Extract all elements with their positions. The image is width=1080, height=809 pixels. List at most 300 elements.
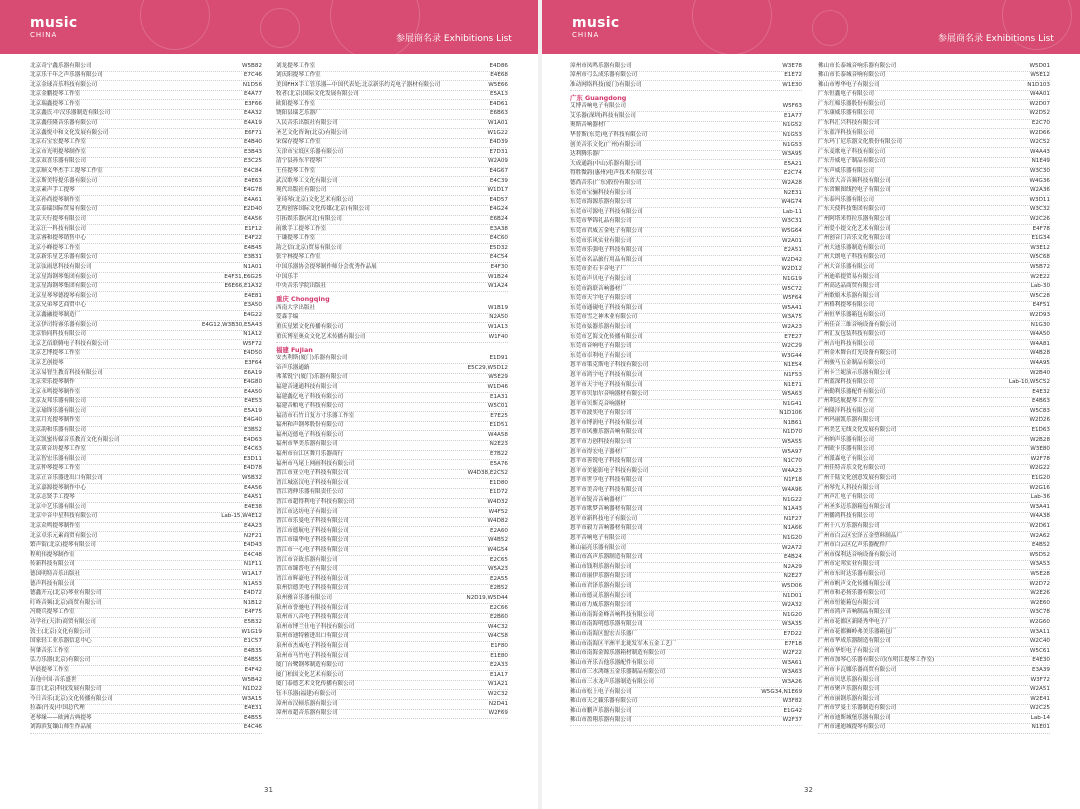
exhibitor-name: 恩平市力创科技有限公司 [570, 439, 632, 446]
exhibitor-name: 广州市鸿声音响制品有限公司 [818, 609, 891, 616]
booth-number: W2E41 [1030, 695, 1050, 702]
booth-number: E4B35 [243, 647, 262, 654]
booth-number: E1A77 [783, 112, 802, 119]
exhibitor-name: 广州佳特音乐文化有限公司 [818, 465, 886, 472]
booth-number: W3A15 [241, 695, 262, 702]
booth-number: W2D12 [781, 266, 802, 273]
booth-number: W5F63 [782, 103, 802, 110]
exhibitor-name: 中国乐器协会提琴制作师分会优秀作品展 [276, 263, 377, 270]
booth-number: E4A77 [243, 91, 262, 98]
booth-number: W2E26 [1030, 590, 1050, 597]
booth-number: E5D32 [489, 244, 508, 251]
exhibitor-name: 佛山市盈翔乐器有限公司 [570, 717, 632, 724]
exhibitor-name: 广东省顺图线控电子有限公司 [818, 187, 891, 194]
exhibitor-name: 宋保存提琴工作室 [276, 139, 321, 146]
exhibitor-name: 泉州市马竹电子科技有限公司 [276, 652, 349, 659]
booth-number: E1A31 [489, 393, 508, 400]
exhibitor-name: 广州市华炬电子有限公司 [818, 647, 880, 654]
booth-number: E4G67 [489, 168, 508, 175]
exhibitor-name: 东莞市天宇电子有限公司 [570, 295, 632, 302]
exhibitor-name: 佛山福亮乐器有限公司 [570, 544, 626, 551]
booth-number: E3F66 [244, 100, 262, 107]
booth-number: W5E66 [488, 81, 508, 88]
exhibitor-name: 广东玛丁尼乐器文化股份有限公司 [818, 139, 902, 146]
booth-number: N1D103 [1027, 81, 1050, 88]
exhibitor-name: 东莞市卓利电子有限公司 [570, 352, 632, 359]
booth-number: W3C30 [1029, 168, 1050, 175]
exhibitor-name: 漳州市汉顿乐器有限公司 [276, 700, 338, 707]
booth-number: N1F53 [783, 371, 802, 378]
exhibitor-name: 厦门台鹭钢琴制造有限公司 [276, 662, 344, 669]
exhibitor-name: 厦门柏国文化艺术有限公司 [276, 671, 344, 678]
booth-number: E4F30 [490, 263, 508, 270]
exhibitor-name: 圣艺文化咨询(北京)有限公司 [276, 129, 348, 136]
brand-sub: CHINA [572, 31, 600, 39]
exhibitor-name: 奥斯音响器材厂 [570, 122, 610, 129]
exhibitor-name: 佛山市长泰城音响有限公司 [818, 72, 886, 79]
exhibitor-name: 得胜微韵(惠州)电声技术有限公司 [570, 170, 653, 177]
exhibitor-name: 广州阿塔米得拉乐器有限公司 [818, 216, 891, 222]
booth-number: W1A13 [487, 323, 508, 330]
exhibitor-row [30, 350, 262, 360]
booth-number: E4A51 [243, 494, 262, 501]
booth-number: N1E49 [1031, 158, 1050, 165]
booth-number: E4B55 [243, 657, 262, 664]
exhibitor-name: 北京艺博提琴工作室 [30, 350, 81, 357]
booth-number: E4E68 [490, 72, 508, 79]
exhibitor-name: 武汉歌琴工文化有限公司 [276, 177, 338, 184]
exhibitor-name: 广州欧卡乐器有限公司 [818, 446, 874, 453]
booth-number: W1A21 [487, 681, 508, 688]
booth-number: E4D43 [243, 542, 262, 549]
booth-number: W3D11 [1029, 196, 1050, 203]
exhibitor-name: 北京中音中星科技有限公司 [30, 513, 98, 520]
booth-number: W3A95 [781, 151, 802, 158]
exhibitor-name: 北京小峰提琴工作室 [30, 244, 81, 251]
booth-number: E2A60 [489, 527, 508, 534]
booth-number: E4B52 [1031, 542, 1050, 549]
exhibitor-name: 恩平市贝加尔音响器材有限公司 [570, 391, 649, 398]
exhibitor-name: 福建鑫亿电子科技有限公司 [276, 393, 344, 400]
exhibitor-name: 北京凯蜜传媒音乐教育文化有限公司 [30, 436, 120, 443]
brand-sub: CHINA [30, 31, 58, 39]
booth-number: W4F52 [488, 508, 508, 515]
exhibitor-name: 北京志贤手工提琴 [30, 494, 75, 501]
exhibitor-name: 佛山市德灵乐器有限公司 [570, 592, 632, 599]
booth-number: W2A28 [781, 180, 802, 187]
booth-number: N1B61 [783, 419, 802, 426]
exhibitor-name: 国家轻工业乐器信息中心 [30, 638, 92, 645]
booth-number: W5G34,N1E69 [761, 688, 802, 695]
booth-number: N1G22 [782, 496, 802, 503]
exhibitor-name: 准动网络科技(厦门)有限公司 [570, 81, 642, 88]
booth-number: E6A19 [243, 369, 262, 376]
booth-number: E4D57 [489, 196, 508, 203]
exhibitor-name: 北京奇宁鑫乐器有限公司 [30, 62, 92, 69]
exhibitor-name: 东莞市宝骊科技有限公司 [570, 189, 632, 196]
booth-number: E2C74 [783, 170, 802, 177]
exhibitor-name: 北京鑫融提琴制造厂 [30, 311, 81, 318]
exhibitor-name: 北京月光提琴制作室 [30, 417, 81, 424]
exhibitor-name: 恩平市美能影电子科技有限公司 [570, 467, 649, 474]
booth-number: E2A33 [489, 662, 508, 669]
exhibitor-name: 东莞市君威五金电子有限公司 [570, 228, 643, 234]
booth-number: W5B72 [1029, 263, 1050, 270]
booth-number: N1A43 [783, 506, 802, 513]
exhibitor-name: 东莞市艺海文化传播有限公司 [570, 333, 643, 340]
booth-number: W3F72 [1030, 676, 1050, 683]
booth-number: W5G64 [781, 228, 802, 234]
exhibitor-name: 广州声汇电子有限公司 [818, 494, 874, 501]
exhibitor-name: 晋江市辉豪电子科技有限公司 [276, 575, 349, 582]
booth-number: W1G22 [487, 129, 508, 136]
exhibitor-name: 佛山市南海明德乐器有限公司 [570, 621, 643, 628]
exhibitor-name: 佛山市三水鸿继五金乐器制品有限公司 [570, 669, 666, 676]
region-heading: 福建 Fujian [276, 345, 313, 354]
exhibitor-name: 恩平市贝斯克音响器材 [570, 400, 626, 407]
exhibitor-name: 泉州市誉驰电子科技有限公司 [276, 604, 349, 611]
exhibitor-name: 恩平市鸿宇电子科技有限公司 [570, 371, 643, 378]
booth-number: W2A62 [1029, 532, 1050, 539]
exhibitor-name: 泉州市博兰仕电子科技有限公司 [276, 623, 355, 630]
booth-number: E4C60 [489, 235, 508, 242]
exhibitor-name: 广州市迪斯城堡乐器有限公司 [818, 714, 891, 721]
exhibitor-row [570, 141, 802, 151]
booth-number: W2E60 [1030, 599, 1050, 606]
exhibitor-name: 广州十八方乐器有限公司 [818, 523, 880, 529]
booth-number: W4B52 [487, 537, 508, 544]
booth-number: W2B40 [1029, 369, 1050, 376]
booth-number: E4G80 [243, 379, 262, 386]
exhibitor-column-4 [818, 62, 1050, 734]
exhibitor-name: 艾乐器(深圳)科技有限公司 [570, 112, 636, 119]
booth-number: W4C32 [487, 623, 508, 630]
booth-number: W5B42 [241, 676, 262, 683]
exhibitor-name: 广州千陆文化创意发展有限公司 [818, 475, 897, 482]
booth-number: W5E28 [1030, 570, 1050, 577]
exhibitor-name: 北京卓乐元素商贸有限公司 [30, 532, 98, 539]
exhibitor-name: 广东红棉乐器股份有限公司 [818, 100, 886, 107]
exhibitor-name: 漳州市超音乐器有限公司 [276, 710, 338, 717]
booth-number: E4D63 [243, 436, 262, 443]
booth-number: W5A55 [781, 439, 802, 446]
exhibitor-name: 北京汪一科技有限公司 [30, 225, 86, 232]
booth-number: E4A61 [243, 196, 262, 203]
exhibitor-name: 广州大迪乐器制造有限公司 [818, 244, 886, 251]
booth-number: E5A13 [489, 91, 508, 98]
page-number-left: 31 [264, 786, 273, 794]
booth-number: W5F64 [782, 295, 802, 302]
exhibitor-name: 华晨提琴工作室 [30, 666, 70, 673]
booth-number: W2D72 [1029, 580, 1050, 587]
exhibitor-name: 北京正音乐器进出口有限公司 [30, 475, 103, 482]
booth-number: E4F22 [244, 235, 262, 242]
booth-number: E5C29,W5D12 [467, 364, 508, 371]
booth-number: W2G60 [1029, 618, 1050, 625]
exhibitor-name: 今日音乐(北京)文化传播有限公司 [30, 695, 113, 702]
exhibitor-name: 广州骏马五金制品有限公司 [818, 359, 886, 366]
booth-number: E1G42 [783, 707, 802, 714]
exhibitor-name: 泉州市杰威电子科技有限公司 [276, 642, 349, 649]
booth-number: W5C01 [487, 403, 508, 410]
booth-number: W3E12 [1030, 244, 1050, 251]
booth-number: N1E01 [1031, 724, 1050, 731]
page-title: 参展商名录 Exhibitions List [396, 34, 512, 44]
exhibitor-name: 晋江市瑞华电子科技有限公司 [276, 537, 349, 544]
exhibitor-name: 恩平市风雅乐器音响有限公司 [570, 429, 643, 436]
booth-number: W5D01 [1029, 62, 1050, 69]
booth-number: E7B22 [489, 451, 508, 458]
booth-number: W2A72 [781, 544, 802, 551]
booth-number: E4G40 [243, 417, 262, 424]
booth-number: E7D31 [489, 148, 508, 155]
exhibitor-name: 福州市马尾上网画科技有限公司 [276, 460, 355, 467]
booth-number: W2D52 [1029, 110, 1050, 117]
booth-number: N2D19,W5D44 [466, 594, 508, 601]
booth-number: W3A63 [781, 669, 802, 676]
exhibitor-name: 广州大朗电子科技有限公司 [818, 254, 886, 261]
booth-number: W3A35 [781, 621, 802, 628]
exhibitor-name: 钰丰乐器(福建)有限公司 [276, 690, 337, 697]
exhibitor-name: 广州市罗曼士乐器制造有限公司 [818, 705, 897, 712]
booth-number: W1G19 [241, 628, 262, 635]
exhibitor-name: 北京素声手工提琴 [30, 187, 75, 194]
booth-number: E4C54 [489, 254, 508, 261]
exhibitor-name: 北京众鸣提琴制作室 [30, 523, 81, 529]
booth-number: N1G52 [782, 122, 802, 129]
booth-number: E4B55 [243, 714, 262, 721]
exhibitor-name: 刘龙提琴工作室 [276, 62, 316, 69]
booth-number: E4D61 [489, 100, 508, 107]
exhibitor-name: 北京易智生教育科技有限公司 [30, 369, 103, 376]
exhibitor-name: 佛山市君泽乐器有限公司 [570, 582, 632, 589]
exhibitor-name: 人民音乐出版社有限公司 [276, 120, 338, 127]
exhibitor-name: 北京仲琴提琴工作室 [30, 465, 81, 472]
booth-number: E5A19 [243, 407, 262, 414]
exhibitor-name: 广东省大音音频科技有限公司 [818, 177, 891, 184]
exhibitor-name: 现代出版社有限公司 [276, 187, 327, 194]
booth-number: W2C40 [1029, 638, 1050, 645]
exhibitor-name: 达利腾乐器厂 [570, 151, 604, 158]
exhibitor-name: 广州汇友包装科技有限公司 [818, 331, 886, 338]
booth-number: E4G24 [489, 206, 508, 213]
exhibitor-name: 广州金木舞台灯光设备有限公司 [818, 350, 897, 357]
booth-number: N2F21 [243, 532, 262, 539]
exhibitor-name: 嘉言(北京)科技发展有限公司 [30, 686, 102, 693]
exhibitor-row [276, 283, 508, 293]
booth-number: Lab-15,W4E12 [221, 513, 262, 520]
booth-number: E3A38 [489, 225, 508, 232]
exhibitor-name: 广州玛丽凯乐器有限公司 [818, 417, 880, 424]
exhibitor-name: 晋江市超得利电子科技有限公司 [276, 499, 355, 506]
booth-number: N1F27 [783, 515, 802, 522]
booth-number: E1D72 [489, 489, 508, 496]
booth-number: N1D106 [779, 410, 802, 417]
booth-number: W2D93 [1029, 311, 1050, 318]
exhibitor-name: 北京嘉源提琴制作中心 [30, 484, 86, 491]
exhibitor-name: 中国乐手 [276, 273, 299, 280]
exhibitor-row [276, 263, 508, 273]
exhibitor-name: 北京韵和乐器有限公司 [30, 427, 86, 434]
booth-number: E4A32 [243, 110, 262, 117]
exhibitor-name: 泉州市迪特雅进出口有限公司 [276, 633, 349, 640]
exhibitor-name: 北京睿和提琴销售中心 [30, 235, 86, 242]
booth-number: W4A81 [1029, 340, 1050, 347]
booth-number: W2D42 [781, 256, 802, 263]
exhibitor-name: 晋江城富汉电子科技有限公司 [276, 479, 349, 486]
booth-number: N1F18 [783, 477, 802, 484]
exhibitor-name: 广州圣多迈乐器箱包有限公司 [818, 503, 891, 510]
exhibitor-name: 北京永鸣提琴制作室 [30, 388, 81, 395]
booth-number: N1C70 [783, 458, 802, 465]
booth-number: W2F78 [1030, 455, 1050, 462]
booth-number: E4A56 [243, 216, 262, 222]
exhibitor-name: 佛山市三水龙声乐器制造有限公司 [570, 678, 654, 685]
booth-number: W2A01 [781, 237, 802, 244]
booth-number: W2A32 [781, 602, 802, 609]
exhibitor-name: 传新科技有限公司 [30, 561, 75, 568]
exhibitor-name: 北京质音坊提琴工作室 [30, 446, 86, 453]
booth-number: E4G12,W3B30,E5A43 [201, 321, 262, 328]
booth-number: W3A41 [1029, 503, 1050, 510]
left-page-banner [0, 0, 538, 54]
booth-number: E7E27 [784, 333, 802, 340]
booth-number: W4A38 [1029, 513, 1050, 520]
exhibitor-name: 北京乐千年之声乐器有限公司 [30, 72, 103, 79]
exhibitor-name: 恩平市锐音音响器材厂 [570, 496, 626, 503]
exhibitor-name: 北京友邦乐器有限公司 [30, 398, 86, 405]
booth-number: W2E22 [1030, 273, 1050, 280]
booth-number: W2F37 [782, 717, 802, 724]
brand-name: music [572, 15, 620, 31]
booth-number: W1D17 [487, 187, 508, 194]
exhibitor-name: 北京石宝宏提琴工作室 [30, 139, 86, 146]
booth-number: E4G78 [243, 187, 262, 194]
booth-number: N1G41 [782, 400, 802, 407]
exhibitor-name: 广东科汇兴科技有限公司 [818, 120, 880, 127]
page-number-right: 32 [804, 786, 813, 794]
booth-number: E4F42 [244, 666, 262, 673]
booth-number: E4F51 [1032, 302, 1050, 309]
booth-number: W3E78 [782, 62, 802, 69]
booth-number: E4A50 [243, 388, 262, 395]
exhibitor-name: 晋江市一心电子科技有限公司 [276, 547, 349, 553]
booth-number: E7C46 [243, 72, 262, 79]
booth-number: E4C84 [243, 168, 262, 175]
booth-number: E1E80 [490, 652, 508, 659]
booth-number: Lab-36 [1030, 494, 1050, 501]
booth-number: W2G16 [1029, 484, 1050, 491]
exhibitor-name: 佛山市长泰城音响乐器有限公司 [818, 62, 897, 69]
exhibitor-name: 晋江市臻普电子有限公司 [276, 566, 338, 573]
booth-number: E4D78 [243, 465, 262, 472]
exhibitor-name: 广州美艺无线文化发展有限公司 [818, 427, 897, 434]
exhibitor-name: 德尚音乐(广东)股份有限公司 [570, 180, 642, 187]
booth-number: E7D22 [783, 630, 802, 637]
exhibitor-name: 何肇音乐工作室 [30, 647, 70, 654]
booth-number: E1G34 [1031, 235, 1050, 242]
exhibitor-name: 广州歌娘木乐器有限公司 [818, 292, 880, 299]
booth-number: W2D66 [1029, 129, 1050, 136]
booth-number: E3D11 [243, 455, 262, 462]
exhibitor-name: 重庆博星奥众文化艺术传播有限公司 [276, 333, 366, 340]
exhibitor-column-3 [570, 62, 802, 726]
booth-number: E2B60 [489, 614, 508, 621]
booth-number: E4C63 [243, 446, 262, 453]
booth-number: E4E81 [244, 292, 262, 299]
exhibitor-name: 恩平市歌梦音响器材有限公司 [570, 506, 643, 513]
booth-number: W2G22 [1029, 465, 1050, 472]
exhibitor-row [276, 333, 508, 343]
booth-number: E1D51 [489, 422, 508, 429]
exhibitor-name: 恩平市世亨电子科技有限公司 [570, 477, 643, 484]
exhibitor-name: 西南大学出版社 [276, 304, 316, 311]
exhibitor-name: 德鑫开元(北京)琴业有限公司 [30, 590, 102, 597]
booth-number: N1F11 [243, 561, 262, 568]
exhibitor-name: 爱森手编 [276, 314, 299, 321]
exhibitor-name: 晋江市音致乐器有限公司 [276, 556, 338, 563]
exhibitor-name: 福建音帕电子科技有限公司 [276, 403, 344, 410]
booth-number: N1E54 [783, 362, 802, 369]
exhibitor-name: 北京金球音乐科技有限公司 [30, 81, 98, 88]
booth-number: E7F18 [784, 640, 802, 647]
exhibitor-name: 广东泰玛乐器有限公司 [818, 196, 874, 203]
booth-number: W2C25 [1029, 705, 1050, 712]
booth-number: N1B12 [243, 599, 262, 606]
booth-number: W2D07 [1029, 100, 1050, 107]
booth-number: W1F40 [488, 333, 508, 340]
booth-number: N1G20 [782, 535, 802, 541]
exhibitor-name: 恩平市美音电子科技有限公司 [570, 487, 643, 494]
exhibitor-name: 广东康威乐器有限公司 [818, 110, 874, 117]
exhibitor-name: 佛山市丽伊乐器有限公司 [570, 573, 632, 580]
exhibitor-name: 艾博音响电子有限公司 [570, 103, 626, 110]
exhibitor-name: 德声科技有限公司 [30, 580, 75, 587]
exhibitor-name: 东莞市可源电子科技有限公司 [570, 208, 643, 215]
exhibitor-name: 广州吉电科技有限公司 [818, 340, 874, 347]
booth-number: N1D56 [242, 81, 262, 88]
booth-number: W4G36 [1029, 177, 1050, 184]
booth-number: Lab-10,W5C52 [1008, 379, 1050, 386]
exhibitor-name: 广州大音乐器有限公司 [818, 263, 874, 270]
exhibitor-name: 广州隆沣科技有限公司 [818, 407, 874, 414]
exhibitor-name: 广州卡兰妮演示乐器有限公司 [818, 369, 891, 376]
exhibitor-name: 东莞市通砚电子科技有限公司 [570, 304, 643, 311]
exhibitor-name: 晋江市达坊电子有限公司 [276, 508, 338, 515]
booth-number: W5D52 [1029, 551, 1050, 558]
booth-number: E3B43 [243, 148, 262, 155]
exhibitor-name: 引拓娱乐器(河北)有限公司 [276, 216, 342, 222]
exhibitor-name: 广州市贝思乐器有限公司 [818, 676, 880, 683]
exhibitor-name: 北京孙尚提琴制作室 [30, 196, 81, 203]
exhibitor-name: 天津市宝坻区乐器有限公司 [276, 148, 344, 155]
exhibitor-name: 广州市白云区宏泽五金塑料制品厂 [818, 532, 902, 539]
exhibitor-row [276, 710, 508, 720]
booth-number: N1D22 [242, 686, 262, 693]
booth-number: E4C39 [489, 177, 508, 184]
booth-number: E1E72 [784, 72, 802, 79]
booth-number: E2C65 [489, 556, 508, 563]
booth-number: E2C66 [489, 604, 508, 611]
exhibitor-name: 东莞市乐风实业有限公司 [570, 237, 632, 244]
booth-number: W2C32 [487, 690, 508, 697]
exhibitor-name: 老琴缘——欧洲古典提琴 [30, 714, 92, 721]
exhibitor-name: 北京星海钢琴集团有限公司 [30, 273, 98, 280]
booth-number: E4E63 [244, 177, 262, 184]
exhibitor-name: 佛山市鹏声乐器有限公司 [570, 707, 632, 714]
exhibitor-name: 刘庆阳提琴工作室 [276, 72, 321, 79]
exhibitor-name: 韵之信(北京)贸易有限公司 [276, 244, 342, 251]
